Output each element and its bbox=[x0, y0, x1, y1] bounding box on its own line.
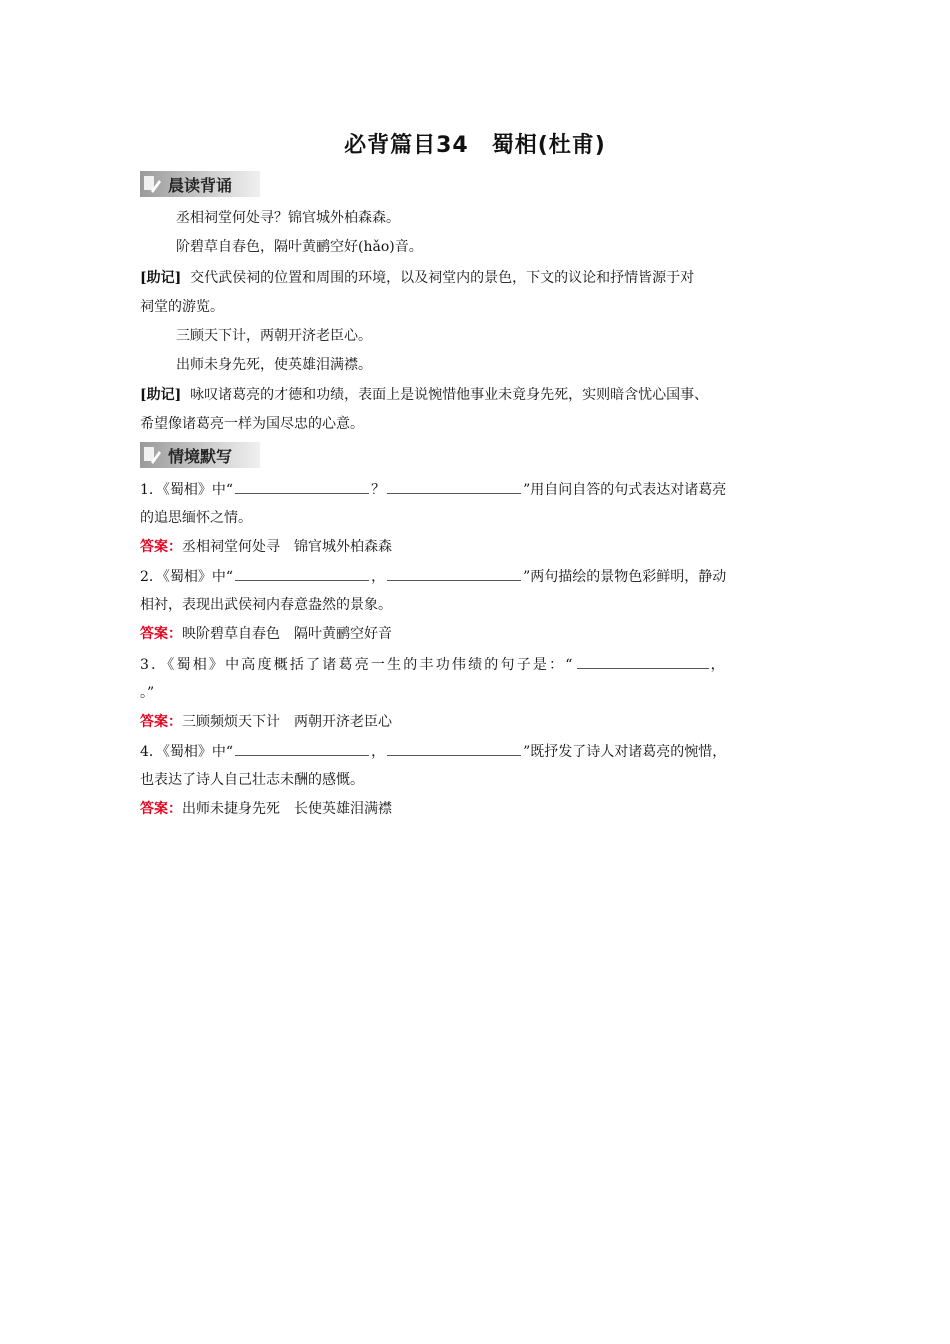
note-text: 咏叹诸葛亮的才德和功绩，表面上是说惋惜他事业未竟身先死，实则暗含忧心国事、 bbox=[190, 387, 709, 403]
question-4: 4．《蜀相》中“ ， ”既抒发了诗人对诸葛亮的惋惜， bbox=[140, 741, 812, 762]
verse-line-1: 丞相祠堂何处寻？锦官城外柏森森。 bbox=[176, 210, 400, 226]
answer-text: 丞相祠堂何处寻 锦官城外柏森森 bbox=[182, 539, 392, 555]
answer-text: 出师未捷身先死 长使英雄泪满襟 bbox=[182, 801, 392, 817]
answer-label: 答案： bbox=[140, 801, 182, 817]
answer-blank[interactable] bbox=[387, 566, 521, 581]
verse-line-2: 阶碧草自春色，隔叶黄鹂空好(hǎo)音。 bbox=[176, 239, 423, 255]
answer-text: 三顾频烦天下计 两朝开济老臣心 bbox=[182, 714, 392, 730]
answer-text: 映阶碧草自春色 隔叶黄鹂空好音 bbox=[182, 626, 392, 642]
answer-blank[interactable] bbox=[387, 479, 521, 494]
note-2-line-2: 希望像诸葛亮一样为国尽忠的心意。 bbox=[140, 416, 364, 432]
answer-3 bbox=[140, 712, 812, 732]
note-1-line-1 bbox=[140, 268, 812, 288]
note-tag: [助记] bbox=[140, 387, 182, 403]
question-3: 3．《蜀相》中高度概括了诸葛亮一生的丰功伟绩的句子是：“ ， bbox=[140, 654, 812, 675]
pen-icon bbox=[140, 171, 164, 197]
question-2: 2．《蜀相》中“ ， ”两句描绘的景物色彩鲜明，静动 bbox=[140, 566, 812, 587]
note-text: 交代武侯祠的位置和周围的环境，以及祠堂内的景色，下文的议论和抒情皆源于对 bbox=[190, 270, 695, 286]
pen-icon bbox=[140, 442, 164, 468]
note-1-line-2: 祠堂的游览。 bbox=[140, 299, 224, 315]
answer-blank[interactable] bbox=[235, 566, 369, 581]
note-2-line-1 bbox=[140, 385, 812, 405]
answer-label: 答案： bbox=[140, 626, 182, 642]
question-1-line-2: 的追思缅怀之情。 bbox=[140, 510, 252, 526]
section-label: 晨读背诵 bbox=[168, 175, 233, 195]
verse-line-4: 出师未身先死，使英雄泪满襟。 bbox=[176, 357, 372, 373]
section-header-dictation bbox=[140, 442, 260, 468]
answer-blank[interactable] bbox=[235, 479, 369, 494]
answer-4 bbox=[140, 799, 812, 819]
section-header-morning-reading bbox=[140, 171, 260, 197]
answer-1 bbox=[140, 537, 812, 557]
question-1: 1．《蜀相》中“ ？ ”用自问自答的句式表达对诸葛亮 bbox=[140, 479, 812, 500]
question-2-line-2: 相衬，表现出武侯祠内春意盎然的景象。 bbox=[140, 597, 392, 613]
answer-2 bbox=[140, 624, 812, 644]
answer-blank[interactable] bbox=[235, 741, 369, 756]
answer-label: 答案： bbox=[140, 714, 182, 730]
answer-blank[interactable] bbox=[577, 654, 709, 669]
note-tag: [助记] bbox=[140, 270, 182, 286]
verse-line-3: 三顾天下计，两朝开济老臣心。 bbox=[176, 328, 372, 344]
answer-blank[interactable] bbox=[387, 741, 521, 756]
section-label: 情境默写 bbox=[168, 446, 233, 466]
question-4-line-2: 也表达了诗人自己壮志未酬的感慨。 bbox=[140, 772, 364, 788]
answer-label: 答案： bbox=[140, 539, 182, 555]
page-title: 必背篇目34 蜀相(杜甫) bbox=[344, 133, 606, 158]
question-3-line-2: 。” bbox=[140, 685, 155, 701]
